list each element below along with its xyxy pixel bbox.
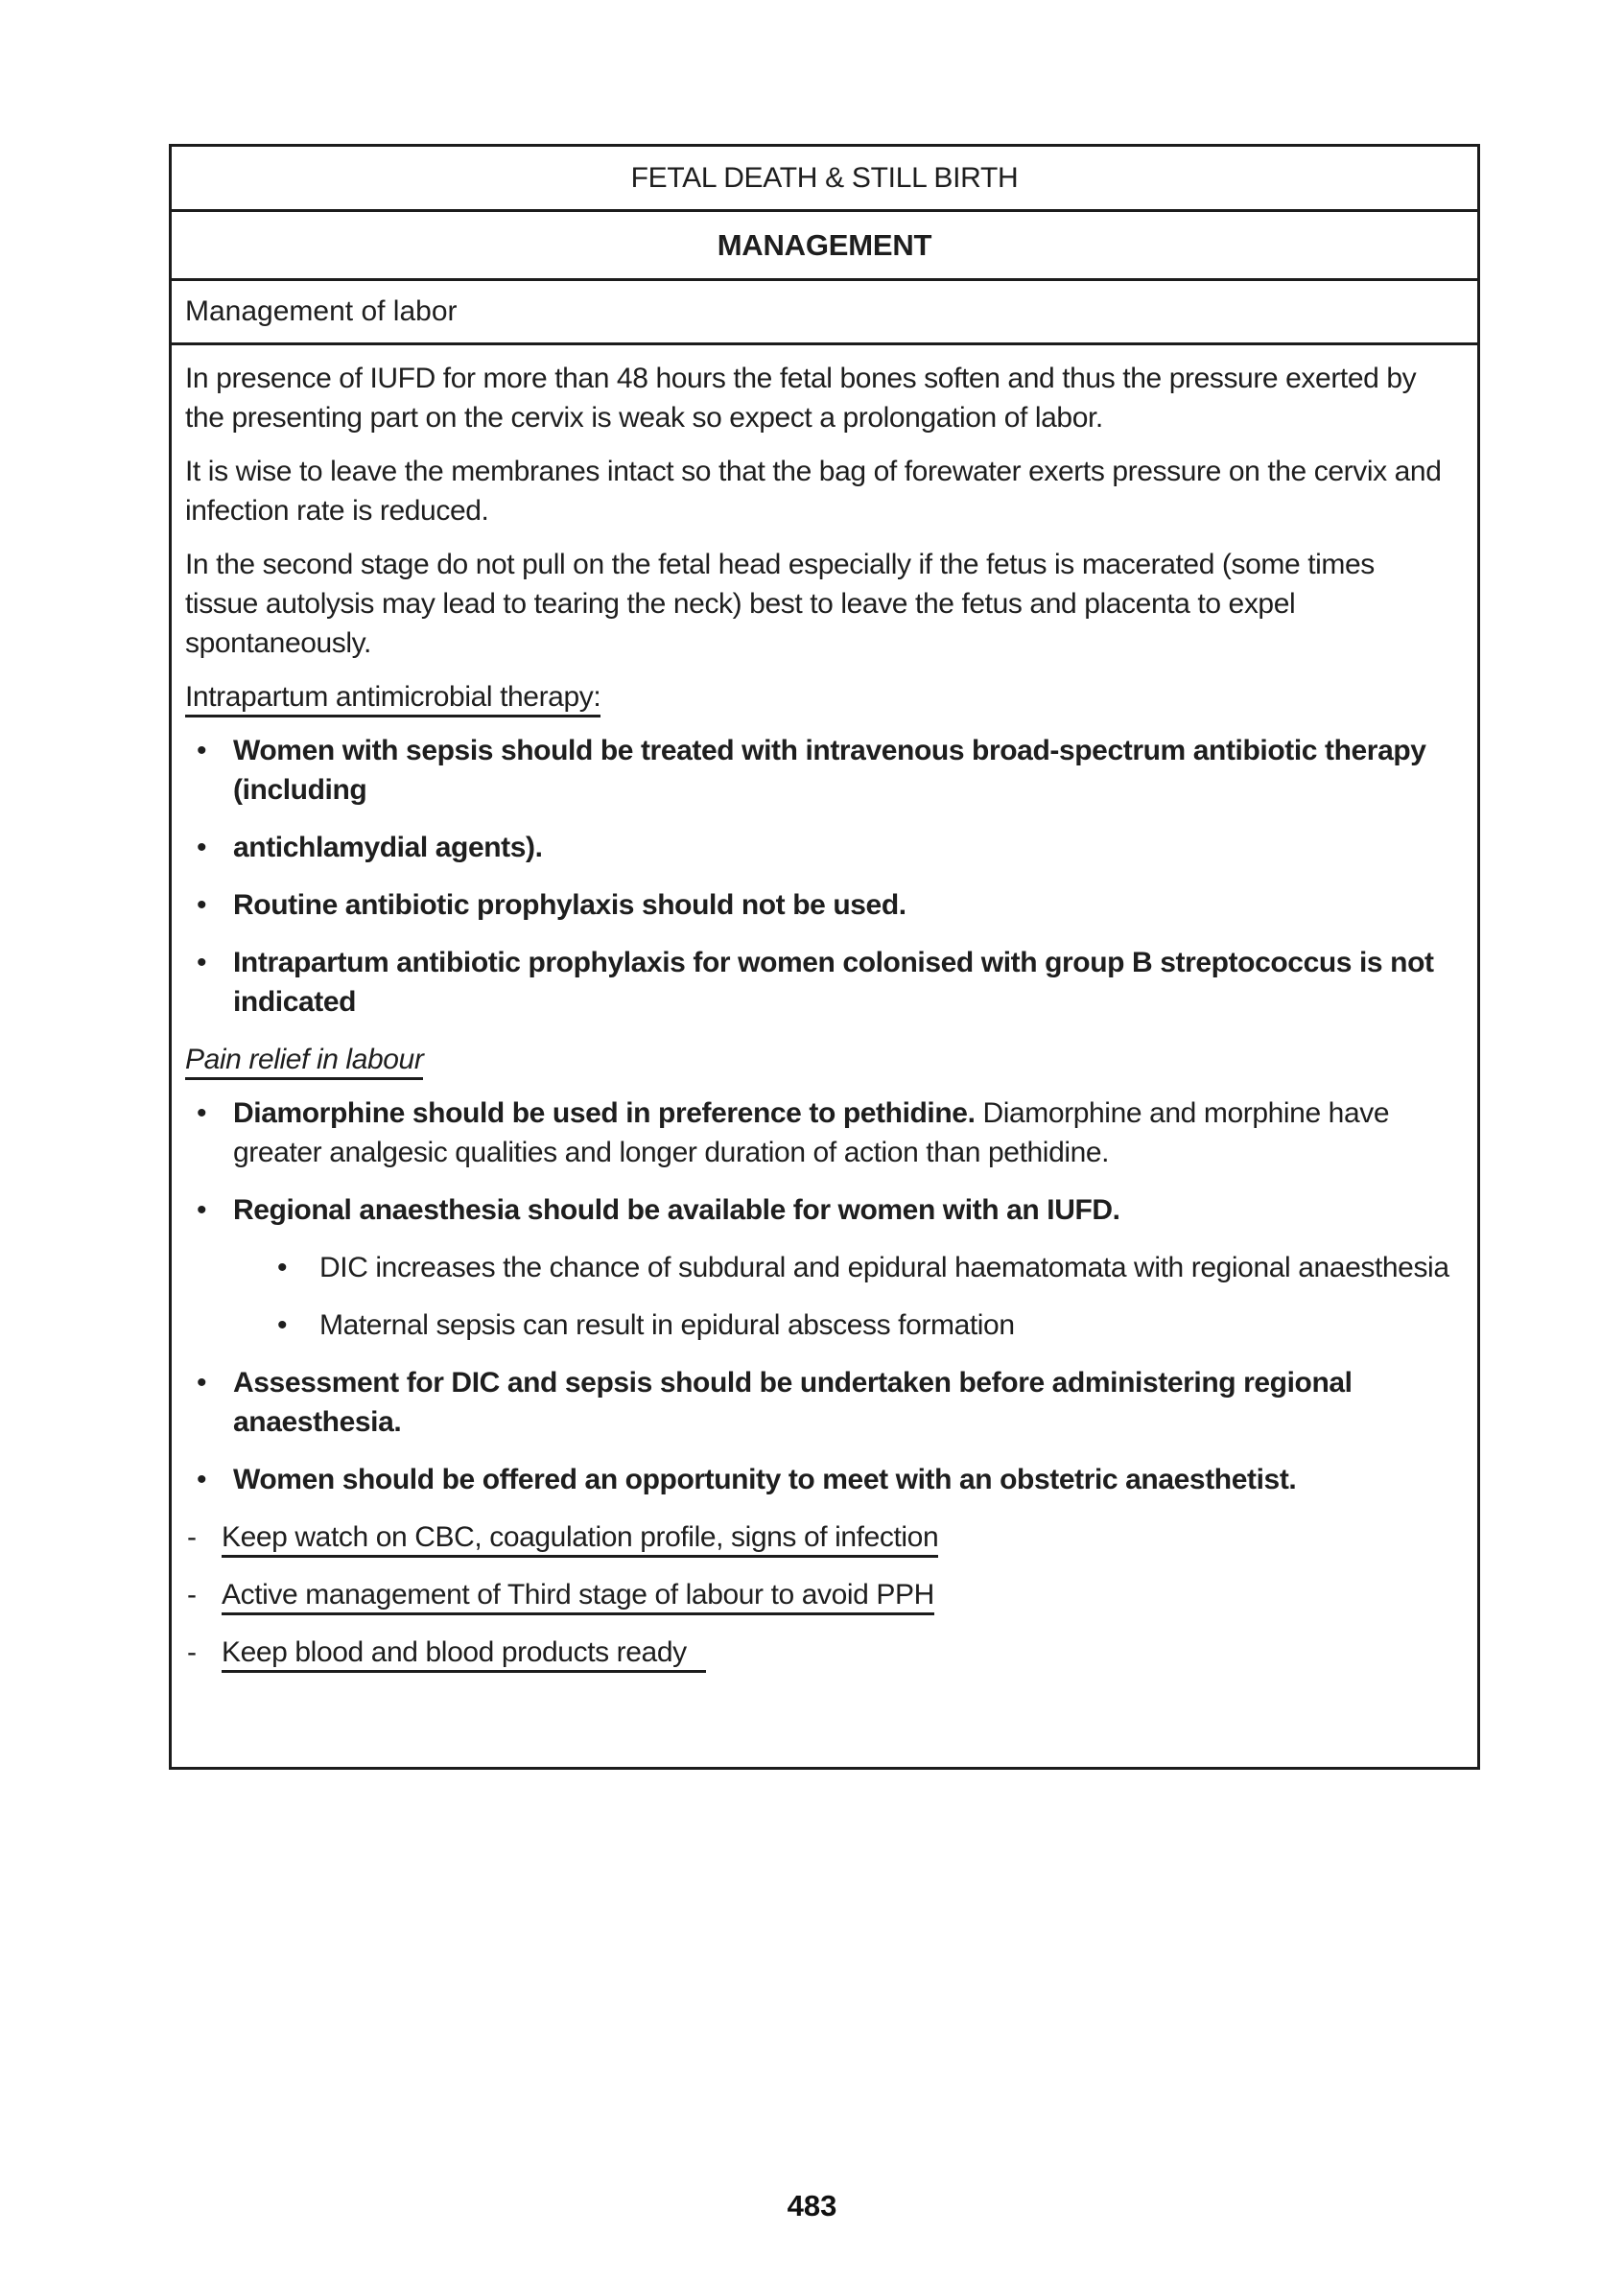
heading-antimicrobial	[185, 677, 1454, 717]
list-item-text: antichlamydial agents).	[233, 832, 543, 863]
list-item-assessment	[185, 1363, 1454, 1442]
bullet-icon: •	[277, 1309, 288, 1341]
section-label: Management of labor	[185, 295, 458, 327]
dash-icon: -	[187, 1636, 197, 1668]
list-item-antichlamydial	[185, 828, 1454, 867]
list-item-text: Assessment for DIC and sepsis should be undertaken before administering regional anaesthesia.	[233, 1367, 1353, 1438]
dash-icon: -	[187, 1579, 197, 1611]
bullet-icon: •	[197, 947, 207, 978]
bullet-icon: •	[197, 889, 207, 921]
list-item-text: Women with sepsis should be treated with intravenous broad-spectrum antibiotic therapy (including	[233, 735, 1426, 806]
table-title: FETAL DEATH & STILL BIRTH	[630, 161, 1019, 194]
list-item-regional-anaesthesia	[185, 1190, 1454, 1230]
heading-pain-relief-text: Pain relief in labour	[185, 1044, 423, 1080]
sub-list-item-maternal-sepsis	[185, 1305, 1454, 1345]
list-item-text: Women should be offered an opportunity to meet with an obstetric anaesthetist.	[233, 1464, 1297, 1495]
table-section-row	[172, 281, 1477, 345]
list-item-diamorphine	[185, 1093, 1454, 1172]
list-item-text: Routine antibiotic prophylaxis should not be used.	[233, 889, 906, 921]
list-item-text-bold: Diamorphine should be used in preference to pethidine.	[233, 1097, 976, 1129]
bullet-icon: •	[197, 1367, 207, 1399]
paragraph-membranes: It is wise to leave the membranes intact so that the bag of forewater exerts pressure on the cervix and infection rate is reduced.	[185, 456, 1442, 527]
table-subtitle-row	[172, 212, 1477, 281]
page-number: 483	[787, 2189, 837, 2222]
list-item-text-rest: Diamorphine and morphine have greater analgesic qualities and longer duration of action than pethidine.	[233, 1097, 1390, 1168]
document-table	[169, 144, 1480, 1770]
dash-item-blood-products	[185, 1633, 1454, 1672]
sub-list-item-text: DIC increases the chance of subdural and epidural haematomata with regional anaesthesia	[319, 1252, 1449, 1283]
dash-icon: -	[187, 1521, 197, 1553]
bullet-icon: •	[197, 832, 207, 863]
sub-list-item-dic	[185, 1248, 1454, 1287]
list-item-anaesthetist	[185, 1460, 1454, 1499]
bullet-icon: •	[197, 1194, 207, 1226]
table-title-row	[172, 147, 1477, 212]
bullet-icon: •	[197, 735, 207, 766]
heading-antimicrobial-text: Intrapartum antimicrobial therapy:	[185, 681, 600, 717]
heading-pain-relief	[185, 1040, 1454, 1079]
sub-list-item-text: Maternal sepsis can result in epidural abscess formation	[319, 1309, 1015, 1341]
paragraph-iufd-48h: In presence of IUFD for more than 48 hours the fetal bones soften and thus the pressure exerted by the presenting part on the cervix is weak so expect a prolongation of labor.	[185, 363, 1417, 434]
table-body	[172, 345, 1477, 1770]
dash-item-text: Keep watch on CBC, coagulation profile, signs of infection	[222, 1521, 938, 1558]
list-item-routine-prophylaxis	[185, 885, 1454, 925]
dash-item-text: Active management of Third stage of labour to avoid PPH	[222, 1579, 934, 1615]
table-subtitle: MANAGEMENT	[717, 227, 932, 262]
bullet-icon: •	[277, 1252, 288, 1283]
list-item-text: Intrapartum antibiotic prophylaxis for women colonised with group B streptococcus is not indicated	[233, 947, 1434, 1018]
bullet-icon: •	[197, 1097, 207, 1129]
paragraph-second-stage: In the second stage do not pull on the fetal head especially if the fetus is macerated (some times tissue autolysis may lead to tearing the neck) best to leave the fetus and placenta to expel spontaneously.	[185, 549, 1375, 659]
dash-item-text: Keep blood and blood products ready	[222, 1636, 706, 1673]
dash-item-third-stage	[185, 1575, 1454, 1614]
bullet-icon: •	[197, 1464, 207, 1495]
dash-item-cbc-watch	[185, 1517, 1454, 1557]
list-item-text: Regional anaesthesia should be available for women with an IUFD.	[233, 1194, 1120, 1226]
list-item-group-b-strep	[185, 943, 1454, 1022]
list-item-sepsis	[185, 731, 1454, 810]
